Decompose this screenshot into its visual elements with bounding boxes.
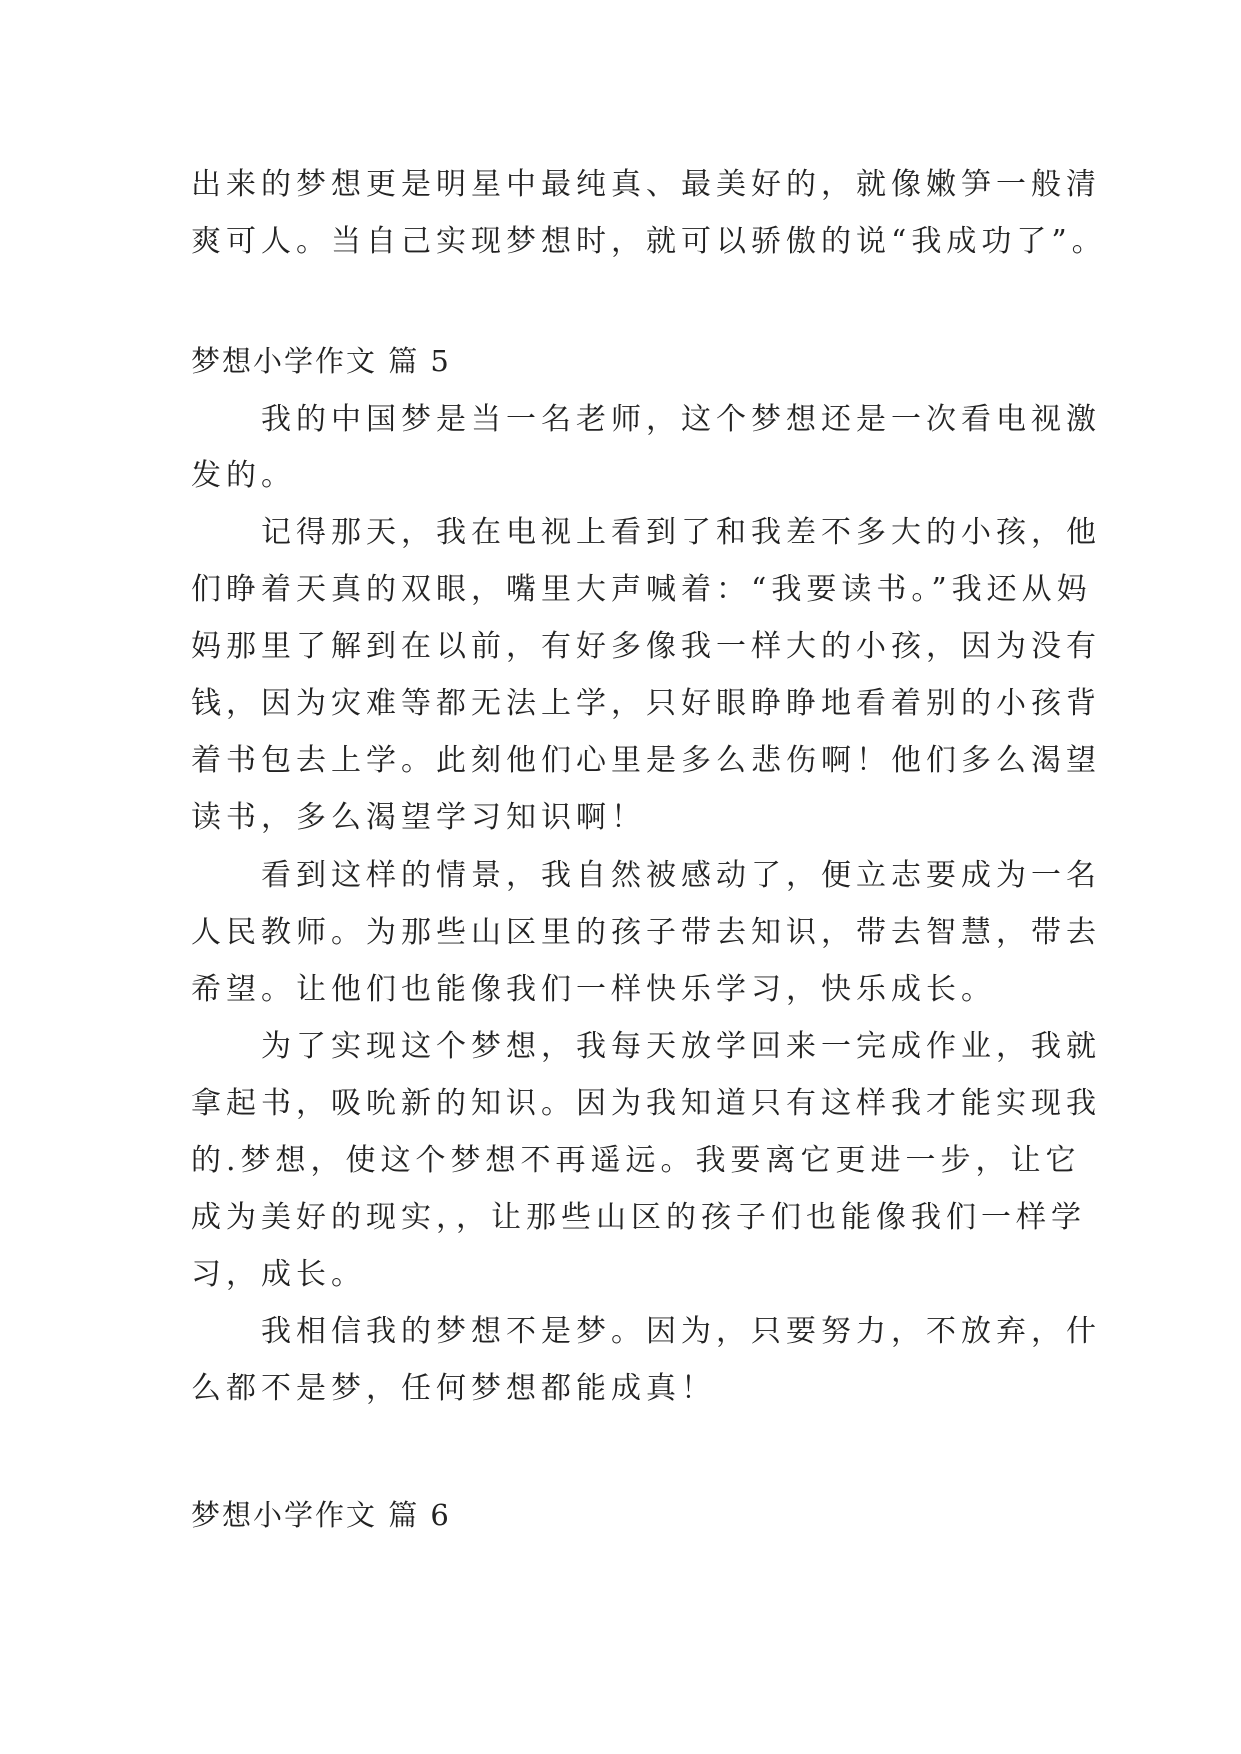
paragraph-line: 读书，多么渴望学习知识啊！ xyxy=(191,800,646,835)
paragraph-line: 钱，因为灾难等都无法上学，只好眼睁睁地看着别的小孩背 xyxy=(191,686,1101,721)
paragraph-line: 么都不是梦，任何梦想都能成真！ xyxy=(191,1371,716,1406)
paragraph-line: 为了实现这个梦想，我每天放学回来一完成作业，我就 xyxy=(191,1029,1101,1064)
paragraph-line: 看到这样的情景，我自然被感动了，便立志要成为一名 xyxy=(191,858,1101,893)
paragraph-line: 习，成长。 xyxy=(191,1257,366,1292)
paragraph-line: 成为美好的现实，，让那些山区的孩子们也能像我们一样学 xyxy=(191,1200,1086,1235)
paragraph-line: 发的。 xyxy=(191,458,296,493)
paragraph-line: 希望。让他们也能像我们一样快乐学习，快乐成长。 xyxy=(191,972,996,1007)
paragraph-line: 记得那天，我在电视上看到了和我差不多大的小孩，他 xyxy=(191,515,1101,550)
paragraph-line: 出来的梦想更是明星中最纯真、最美好的，就像嫩笋一般清 xyxy=(191,167,1101,202)
paragraph-line: 妈那里了解到在以前，有好多像我一样大的小孩，因为没有 xyxy=(191,629,1101,664)
paragraph-line: 我相信我的梦想不是梦。因为，只要努力，不放弃，什 xyxy=(191,1314,1101,1349)
paragraph-line: 爽可人。当自己实现梦想时，就可以骄傲的说“我成功了”。 xyxy=(191,224,1107,259)
paragraph-line: 的.梦想，使这个梦想不再遥远。我要离它更进一步，让它 xyxy=(191,1143,1081,1178)
paragraph-line: 着书包去上学。此刻他们心里是多么悲伤啊！他们多么渴望 xyxy=(191,743,1101,778)
section-heading-6: 梦想小学作文 篇 6 xyxy=(191,1498,451,1532)
paragraph-line: 我的中国梦是当一名老师，这个梦想还是一次看电视激 xyxy=(191,402,1101,437)
paragraph-line: 拿起书，吸吮新的知识。因为我知道只有这样我才能实现我 xyxy=(191,1086,1101,1121)
section-heading-5: 梦想小学作文 篇 5 xyxy=(191,344,451,378)
paragraph-line: 们睁着天真的双眼，嘴里大声喊着：“我要读书。”我还从妈 xyxy=(191,572,1092,607)
paragraph-line: 人民教师。为那些山区里的孩子带去知识，带去智慧，带去 xyxy=(191,915,1101,950)
